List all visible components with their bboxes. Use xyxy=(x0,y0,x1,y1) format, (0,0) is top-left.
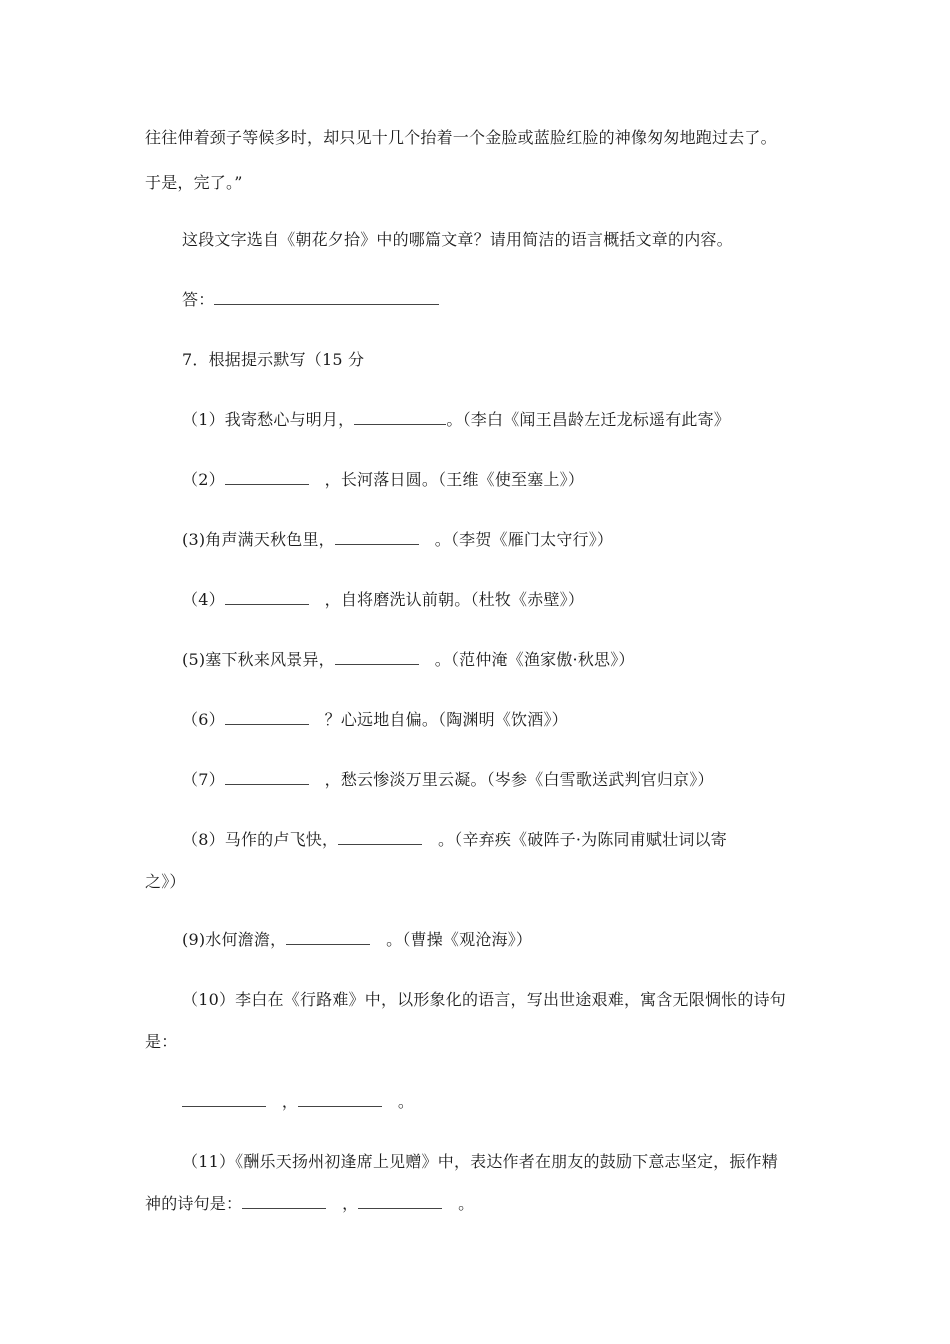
q7-item-6-after: ？心远地自偏。（陶渊明《饮酒》） xyxy=(324,710,568,729)
passage-line-2: 于是，完了。” xyxy=(145,173,243,192)
q7-item-1 xyxy=(182,409,730,431)
q7-item-8 xyxy=(182,829,727,851)
q7-item-11-line-2 xyxy=(145,1193,474,1215)
q7-item-3-after: 。（李贺《雁门太守行》） xyxy=(434,530,614,549)
q7-item-7-blank[interactable] xyxy=(225,769,309,785)
q7-item-7 xyxy=(182,769,714,791)
q7-item-8-blank[interactable] xyxy=(338,829,422,845)
q7-item-3 xyxy=(182,529,613,551)
q7-item-9-blank[interactable] xyxy=(286,929,370,945)
question-6-prompt: 这段文字选自《朝花夕拾》中的哪篇文章？请用简洁的语言概括文章的内容。 xyxy=(182,230,733,249)
q7-item-8-after: 。（辛弃疾《破阵子·为陈同甫赋壮词以寄 xyxy=(438,830,727,849)
q7-item-8-before: （8）马作的卢飞快， xyxy=(182,830,339,849)
q7-item-4-after: ，自将磨洗认前朝。（杜牧《赤壁》） xyxy=(324,590,585,609)
q7-item-11-lead: 神的诗句是： xyxy=(145,1194,243,1213)
q7-item-1-after: 。（李白《闻王昌龄左迁龙标遥有此寄》 xyxy=(446,410,730,429)
q7-item-9-after: 。（曹操《观沧海》） xyxy=(386,930,533,949)
q7-item-11-line-1: （11）《酬乐天扬州初逢席上见赠》中，表达作者在朋友的鼓励下意志坚定，振作精 xyxy=(182,1152,778,1171)
answer-label: 答： xyxy=(182,290,215,309)
q7-item-5-after: 。（范仲淹《渔家傲·秋思》） xyxy=(434,650,635,669)
q7-item-6-before: （6） xyxy=(182,710,225,729)
q7-item-9-before: (9)水何澹澹， xyxy=(182,930,287,949)
q7-item-2 xyxy=(182,469,584,491)
q7-item-5 xyxy=(182,649,635,671)
q7-item-10-comma: ， xyxy=(281,1092,299,1111)
q7-item-2-after: ，长河落日圆。（王维《使至塞上》） xyxy=(324,470,585,489)
q7-item-10-period: 。 xyxy=(397,1092,415,1111)
q7-item-7-before: （7） xyxy=(182,770,225,789)
q7-item-7-after: ，愁云惨淡万里云凝。（岑参《白雪歌送武判官归京》） xyxy=(324,770,714,789)
q7-item-11-period: 。 xyxy=(458,1194,475,1213)
question-7-title: 7．根据提示默写（15 分 xyxy=(182,350,365,369)
q7-item-2-blank[interactable] xyxy=(225,469,309,485)
q7-item-11-blank-1[interactable] xyxy=(242,1193,326,1209)
q7-item-1-before: （1）我寄愁心与明月， xyxy=(182,410,355,429)
q7-item-9 xyxy=(182,929,532,951)
q7-item-6 xyxy=(182,709,568,731)
passage-line-1: 往往伸着颈子等候多时，却只见十几个抬着一个金脸或蓝脸红脸的神像匆匆地跑过去了。 xyxy=(145,128,777,147)
q7-item-3-before: (3)角声满天秋色里， xyxy=(182,530,335,549)
q7-item-11-blank-2[interactable] xyxy=(358,1193,442,1209)
q7-item-10-line-1: （10）李白在《行路难》中，以形象化的语言，写出世途艰难，寓含无限惆怅的诗句 xyxy=(182,990,786,1009)
q7-item-5-before: (5)塞下秋来风景异， xyxy=(182,650,335,669)
q7-item-10-answer xyxy=(182,1091,414,1113)
q7-item-4-before: （4） xyxy=(182,590,225,609)
q7-item-8-continuation: 之》） xyxy=(145,872,186,891)
q7-item-11-comma: ， xyxy=(342,1194,359,1213)
q7-item-4 xyxy=(182,589,584,611)
q7-item-10-line-2: 是： xyxy=(145,1032,178,1051)
q7-item-10-blank-1[interactable] xyxy=(182,1091,266,1107)
q7-item-5-blank[interactable] xyxy=(335,649,419,665)
q7-item-1-blank[interactable] xyxy=(354,409,446,425)
q7-item-3-blank[interactable] xyxy=(335,529,419,545)
q7-item-2-before: （2） xyxy=(182,470,225,489)
q7-item-6-blank[interactable] xyxy=(225,709,309,725)
question-6-answer xyxy=(182,289,439,311)
answer-blank[interactable] xyxy=(214,289,439,305)
q7-item-4-blank[interactable] xyxy=(225,589,309,605)
q7-item-10-blank-2[interactable] xyxy=(298,1091,382,1107)
